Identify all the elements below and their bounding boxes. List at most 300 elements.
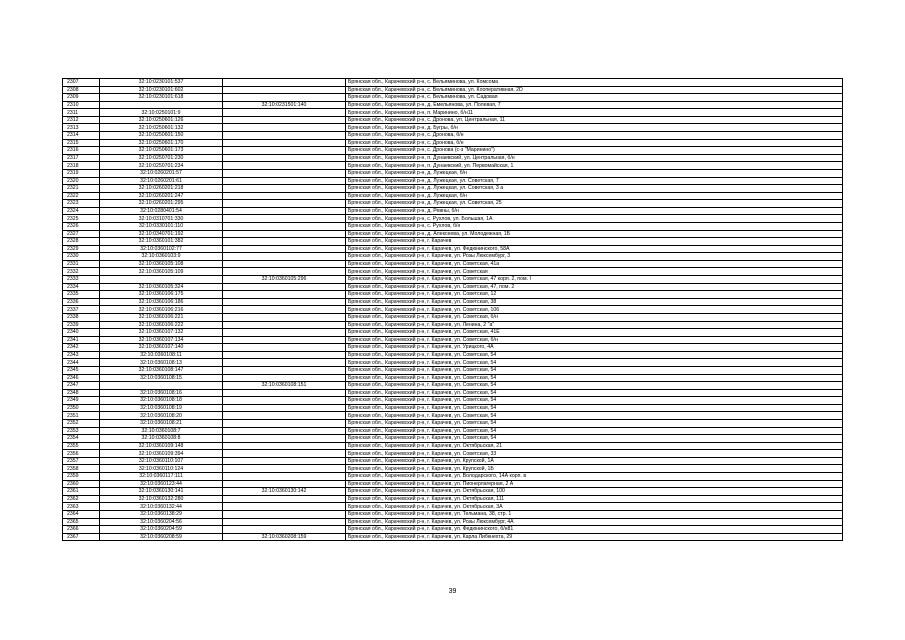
table-row (63, 207, 843, 215)
table-row (63, 116, 843, 124)
row-number-cell: 2360 (63, 480, 100, 488)
address-cell: Брянская обл., Карачевский р-н, г. Карачев, ул. Советская, 54 (346, 404, 843, 412)
address-cell: Брянская обл., Карачевский р-н, г. Карачев, ул. Советская, 33 (346, 450, 843, 458)
cadastral-number-cell: 32:10:0360108:18 (100, 397, 223, 405)
row-number-cell: 2349 (63, 397, 100, 405)
address-cell: Брянская обл., Карачевский р-н, с. Вельяминова, ул. Садовая (346, 94, 843, 102)
address-cell: Брянская обл., Карачевский р-н, с. Дронова, б/н (346, 139, 843, 147)
related-cadastral-number-cell (223, 465, 346, 473)
related-cadastral-number-cell (223, 79, 346, 87)
address-cell: Брянская обл., Карачевский р-н, г. Карачев, ул. Советская, 54 (346, 427, 843, 435)
related-cadastral-number-cell (223, 154, 346, 162)
table-row (63, 139, 843, 147)
table-row (63, 245, 843, 253)
cadastral-number-cell: 32:10:0360105:108 (100, 260, 223, 268)
address-cell: Брянская обл., Карачевский р-н, г. Карачев, ул. Крупской, 1А (346, 457, 843, 465)
table-row (63, 291, 843, 299)
cadastral-number-cell: 32:10:0260201:295 (100, 200, 223, 208)
row-number-cell: 2339 (63, 321, 100, 329)
table-row (63, 329, 843, 337)
cadastral-number-cell (100, 101, 223, 109)
related-cadastral-number-cell (223, 116, 346, 124)
row-number-cell: 2313 (63, 124, 100, 132)
row-number-cell: 2340 (63, 329, 100, 337)
row-number-cell: 2351 (63, 412, 100, 420)
related-cadastral-number-cell (223, 291, 346, 299)
related-cadastral-number-cell (223, 457, 346, 465)
table-row (63, 260, 843, 268)
related-cadastral-number-cell (223, 503, 346, 511)
address-cell: Брянская обл., Карачевский р-н, г. Карачев, ул. Урицкого, 4А (346, 344, 843, 352)
table-row (63, 238, 843, 246)
related-cadastral-number-cell (223, 374, 346, 382)
row-number-cell: 2330 (63, 253, 100, 261)
row-number-cell: 2344 (63, 359, 100, 367)
cadastral-number-cell: 32:10:0360110:107 (100, 457, 223, 465)
cadastral-number-cell: 32:10:0360107:132 (100, 329, 223, 337)
cadastral-number-cell: 32:10:0360109:394 (100, 450, 223, 458)
row-number-cell: 2328 (63, 238, 100, 246)
table-row (63, 86, 843, 94)
table-row (63, 154, 843, 162)
page-number: 39 (448, 588, 457, 595)
table-row (63, 192, 843, 200)
related-cadastral-number-cell (223, 298, 346, 306)
address-cell: Брянская обл., Карачевский р-н, г. Карачев, ул. Федюнинского, б/н81 (346, 526, 843, 534)
related-cadastral-number-cell: 32:10:0360130:142 (223, 488, 346, 496)
row-number-cell: 2334 (63, 283, 100, 291)
table-row (63, 533, 843, 541)
cadastral-number-cell: 32:10:0250601:132 (100, 124, 223, 132)
address-cell: Брянская обл., Карачевский р-н, г. Карачев, ул. Тельмана, 38, стр. 1 (346, 510, 843, 518)
cadastral-number-cell: 32:10:0250601:170 (100, 139, 223, 147)
related-cadastral-number-cell (223, 306, 346, 314)
address-cell: Брянская обл., Карачевский р-н, г. Карачев, ул. Октябрьская, 111 (346, 495, 843, 503)
row-number-cell: 2362 (63, 495, 100, 503)
row-number-cell: 2335 (63, 291, 100, 299)
table-row (63, 359, 843, 367)
table-row (63, 185, 843, 193)
table-row (63, 397, 843, 405)
related-cadastral-number-cell (223, 321, 346, 329)
row-number-cell: 2325 (63, 215, 100, 223)
row-number-cell: 2327 (63, 230, 100, 238)
cadastral-number-cell (100, 276, 223, 284)
table-row (63, 473, 843, 481)
row-number-cell: 2356 (63, 450, 100, 458)
cadastral-number-cell: 32:10:0360138:29 (100, 510, 223, 518)
address-cell: Брянская обл., Карачевский р-н, г. Карачев, ул. Советская, 54 (346, 389, 843, 397)
related-cadastral-number-cell (223, 283, 346, 291)
related-cadastral-number-cell (223, 427, 346, 435)
address-cell: Брянская обл., Карачевский р-н, д. Алексеева, ул. Молодежная, 1Б (346, 230, 843, 238)
row-number-cell: 2348 (63, 389, 100, 397)
cadastral-number-cell: 32:10:0360108:7 (100, 427, 223, 435)
address-cell: Брянская обл., Карачевский р-н, г. Карачев, ул. Октябрьская, 100 (346, 488, 843, 496)
related-cadastral-number-cell (223, 510, 346, 518)
cadastral-number-cell: 32:10:0340701:192 (100, 230, 223, 238)
table-row (63, 450, 843, 458)
cadastral-number-cell: 32:10:0360108:16 (100, 389, 223, 397)
cadastral-number-cell: 32:10:0250601:173 (100, 147, 223, 155)
cadastral-number-cell: 32:10:0360105:109 (100, 268, 223, 276)
row-number-cell: 2323 (63, 200, 100, 208)
related-cadastral-number-cell (223, 313, 346, 321)
table-row (63, 488, 843, 496)
related-cadastral-number-cell (223, 495, 346, 503)
table-row (63, 526, 843, 534)
related-cadastral-number-cell (223, 366, 346, 374)
table-row (63, 230, 843, 238)
cadastral-number-cell: 32:10:0360123:44 (100, 480, 223, 488)
cadastral-number-cell: 32:10:0360103:9 (100, 253, 223, 261)
cadastral-number-cell: 32:10:0310701:330 (100, 215, 223, 223)
address-cell: Брянская обл., Карачевский р-н, п. Дунаевский, ул. Первомайская, 1 (346, 162, 843, 170)
address-cell: Брянская обл., Карачевский р-н, д. Лужецкая, ул. Советская, 3 а (346, 185, 843, 193)
address-cell: Брянская обл., Карачевский р-н, г. Карачев, ул. Советская, 54 (346, 366, 843, 374)
row-number-cell: 2361 (63, 488, 100, 496)
table-row (63, 404, 843, 412)
related-cadastral-number-cell (223, 139, 346, 147)
table-row (63, 132, 843, 140)
table-row (63, 79, 843, 87)
row-number-cell: 2358 (63, 465, 100, 473)
row-number-cell: 2338 (63, 313, 100, 321)
table-row (63, 124, 843, 132)
row-number-cell: 2318 (63, 162, 100, 170)
row-number-cell: 2332 (63, 268, 100, 276)
related-cadastral-number-cell: 32:10:0360208:159 (223, 533, 346, 541)
row-number-cell: 2329 (63, 245, 100, 253)
table-row (63, 169, 843, 177)
address-cell: Брянская обл., Карачевский р-н, г. Карачев, ул. Советская, 54 (346, 382, 843, 390)
row-number-cell: 2308 (63, 86, 100, 94)
cadastral-number-cell: 32:10:0250701:230 (100, 154, 223, 162)
related-cadastral-number-cell (223, 450, 346, 458)
table-row (63, 306, 843, 314)
address-cell: Брянская обл., Карачевский р-н, с. Рухлов, ул. Большая, 1А (346, 215, 843, 223)
related-cadastral-number-cell (223, 389, 346, 397)
row-number-cell: 2317 (63, 154, 100, 162)
address-cell: Брянская обл., Карачевский р-н, д. Бугры, б/н (346, 124, 843, 132)
row-number-cell: 2341 (63, 336, 100, 344)
address-cell: Брянская обл., Карачевский р-н, г. Карачев, ул. Карла Либкнехта, 29 (346, 533, 843, 541)
cadastral-number-cell: 32:10:0360107:134 (100, 336, 223, 344)
table-row (63, 268, 843, 276)
row-number-cell: 2350 (63, 404, 100, 412)
address-cell: Брянская обл., Карачевский р-н, г. Карачев, ул. Октябрьская, 3А (346, 503, 843, 511)
cadastral-number-cell: 32:10:0250601:126 (100, 116, 223, 124)
related-cadastral-number-cell (223, 177, 346, 185)
cadastral-number-cell: 32:10:0260201:61 (100, 177, 223, 185)
row-number-cell: 2363 (63, 503, 100, 511)
related-cadastral-number-cell (223, 207, 346, 215)
address-cell: Брянская обл., Карачевский р-н, г. Карачев, ул. Володарского, 14А корп. в (346, 473, 843, 481)
row-number-cell: 2321 (63, 185, 100, 193)
related-cadastral-number-cell (223, 253, 346, 261)
table-row (63, 313, 843, 321)
related-cadastral-number-cell (223, 245, 346, 253)
cadastral-number-cell: 32:10:0360108:21 (100, 420, 223, 428)
address-cell: Брянская обл., Карачевский р-н, д. Ревны, б/н (346, 207, 843, 215)
cadastral-number-cell: 32:10:0250701:234 (100, 162, 223, 170)
address-cell: Брянская обл., Карачевский р-н, г. Карачев, ул. Крупской, 1Б (346, 465, 843, 473)
row-number-cell: 2364 (63, 510, 100, 518)
related-cadastral-number-cell: 32:10:0360108:151 (223, 382, 346, 390)
row-number-cell: 2359 (63, 473, 100, 481)
cadastral-number-cell: 32:10:0360117:111 (100, 473, 223, 481)
cadastral-number-cell: 32:10:0260201:247 (100, 192, 223, 200)
address-cell: Брянская обл., Карачевский р-н, д. Лужецкая, ул. Советская, 7 (346, 177, 843, 185)
cadastral-number-cell: 32:10:0360105:324 (100, 283, 223, 291)
table-row (63, 420, 843, 428)
row-number-cell: 2326 (63, 222, 100, 230)
cadastral-number-cell: 32:10:0250101:9 (100, 109, 223, 117)
related-cadastral-number-cell (223, 162, 346, 170)
registry-table (62, 78, 843, 541)
cadastral-number-cell: 32:10:0360108:20 (100, 412, 223, 420)
table-row (63, 495, 843, 503)
cadastral-number-cell: 32:10:0360108:147 (100, 366, 223, 374)
row-number-cell: 2366 (63, 526, 100, 534)
address-cell: Брянская обл., Карачевский р-н, п. Дунаевский, ул. Центральная, б/н (346, 154, 843, 162)
related-cadastral-number-cell (223, 200, 346, 208)
table-row (63, 435, 843, 443)
row-number-cell: 2337 (63, 306, 100, 314)
table-row (63, 200, 843, 208)
address-cell: Брянская обл., Карачевский р-н, г. Карачев, ул. Советская, 54 (346, 374, 843, 382)
related-cadastral-number-cell (223, 351, 346, 359)
row-number-cell: 2307 (63, 79, 100, 87)
registry-table-body (63, 79, 843, 541)
table-row (63, 389, 843, 397)
related-cadastral-number-cell (223, 230, 346, 238)
table-row (63, 366, 843, 374)
row-number-cell: 2336 (63, 298, 100, 306)
table-row (63, 480, 843, 488)
related-cadastral-number-cell (223, 404, 346, 412)
address-cell: Брянская обл., Карачевский р-н, с. Вельяминова, ул. Комсома (346, 79, 843, 87)
related-cadastral-number-cell: 32:10:0231501:140 (223, 101, 346, 109)
cadastral-number-cell: 32:10:0360108:8 (100, 435, 223, 443)
address-cell: Брянская обл., Карачевский р-н, г. Карачев, ул. Советская, 54 (346, 359, 843, 367)
address-cell: Брянская обл., Карачевский р-н, г. Карачев, ул. Советская, 47 корп. 2, пом. I (346, 276, 843, 284)
cadastral-number-cell: 32:10:0360108:19 (100, 404, 223, 412)
row-number-cell: 2324 (63, 207, 100, 215)
related-cadastral-number-cell: 32:10:0360105:296 (223, 276, 346, 284)
row-number-cell: 2343 (63, 351, 100, 359)
address-cell: Брянская обл., Карачевский р-н, г. Карачев, ул. Советская (346, 268, 843, 276)
row-number-cell: 2311 (63, 109, 100, 117)
table-row (63, 503, 843, 511)
cadastral-number-cell: 32:10:0360132:44 (100, 503, 223, 511)
cadastral-number-cell: 32:10:0230101:602 (100, 86, 223, 94)
cadastral-number-cell: 32:10:0260201:57 (100, 169, 223, 177)
address-cell: Брянская обл., Карачевский р-н, с. Дронова, б/н (346, 132, 843, 140)
table-row (63, 412, 843, 420)
table-row (63, 518, 843, 526)
row-number-cell: 2357 (63, 457, 100, 465)
cadastral-number-cell: 32:10:0360108:13 (100, 359, 223, 367)
row-number-cell: 2314 (63, 132, 100, 140)
address-cell: Брянская обл., Карачевский р-н, г. Карачев, ул. Федюнинского, 58А (346, 245, 843, 253)
related-cadastral-number-cell (223, 192, 346, 200)
related-cadastral-number-cell (223, 268, 346, 276)
related-cadastral-number-cell (223, 222, 346, 230)
cadastral-number-cell: 32:10:0230101:618 (100, 94, 223, 102)
cadastral-number-cell: 32:10:0360106:221 (100, 313, 223, 321)
table-row (63, 101, 843, 109)
related-cadastral-number-cell (223, 435, 346, 443)
related-cadastral-number-cell (223, 480, 346, 488)
cadastral-number-cell: 32:10:0360132:280 (100, 495, 223, 503)
related-cadastral-number-cell (223, 109, 346, 117)
cadastral-number-cell: 32:10:0360107:140 (100, 344, 223, 352)
cadastral-number-cell: 32:10:0360106:186 (100, 298, 223, 306)
row-number-cell: 2367 (63, 533, 100, 541)
row-number-cell: 2355 (63, 442, 100, 450)
cadastral-number-cell: 32:10:0260201:218 (100, 185, 223, 193)
address-cell: Брянская обл., Карачевский р-н, г. Карачев, ул. Советская, 38 (346, 298, 843, 306)
related-cadastral-number-cell (223, 86, 346, 94)
cadastral-number-cell: 32:10:0330101:110 (100, 222, 223, 230)
table-row (63, 344, 843, 352)
table-row (63, 457, 843, 465)
row-number-cell: 2353 (63, 427, 100, 435)
address-cell: Брянская обл., Карачевский р-н, г. Карачев, ул. Советская, 54 (346, 351, 843, 359)
address-cell: Брянская обл., Карачевский р-н, д. Лужецкая, б/н (346, 192, 843, 200)
address-cell: Брянская обл., Карачевский р-н, с. Вельяминова, ул. Кооперативная, 2D (346, 86, 843, 94)
row-number-cell: 2346 (63, 374, 100, 382)
row-number-cell: 2319 (63, 169, 100, 177)
address-cell: Брянская обл., Карачевский р-н, п. Маринино, б/н11 (346, 109, 843, 117)
address-cell: Брянская обл., Карачевский р-н, г. Карачев, ул. Ленина, 2 "а" (346, 321, 843, 329)
row-number-cell: 2352 (63, 420, 100, 428)
row-number-cell: 2322 (63, 192, 100, 200)
address-cell: Брянская обл., Карачевский р-н, г. Карачев, ул. Октябрьская, 21 (346, 442, 843, 450)
cadastral-number-cell: 32:10:0360110:124 (100, 465, 223, 473)
address-cell: Брянская обл., Карачевский р-н, д. Лужецкая, б/н (346, 169, 843, 177)
row-number-cell: 2345 (63, 366, 100, 374)
cadastral-number-cell: 32:10:0360102:77 (100, 245, 223, 253)
row-number-cell: 2365 (63, 518, 100, 526)
related-cadastral-number-cell (223, 526, 346, 534)
table-row (63, 382, 843, 390)
related-cadastral-number-cell (223, 215, 346, 223)
address-cell: Брянская обл., Карачевский р-н, г. Карачев, ул. Советская, 54 (346, 435, 843, 443)
address-cell: Брянская обл., Карачевский р-н, г. Карачев, ул. Советская, б/н (346, 313, 843, 321)
address-cell: Брянская обл., Карачевский р-н, г. Карачев, ул. Советская, 54 (346, 412, 843, 420)
cadastral-number-cell: 32:10:0360106:216 (100, 306, 223, 314)
table-row (63, 222, 843, 230)
cadastral-number-cell: 32:10:0360204:59 (100, 526, 223, 534)
table-row (63, 147, 843, 155)
address-cell: Брянская обл., Карачевский р-н, г. Карачев, ул. Советская, 41а (346, 260, 843, 268)
cadastral-number-cell: 32:10:0360106:222 (100, 321, 223, 329)
cadastral-number-cell: 32:10:0360130:141 (100, 488, 223, 496)
address-cell: Брянская обл., Карачевский р-н, г. Карачев, ул. Советская, 41Е (346, 329, 843, 337)
related-cadastral-number-cell (223, 329, 346, 337)
address-cell: Брянская обл., Карачевский р-н, г. Карачев, ул. Советская, 54 (346, 397, 843, 405)
cadastral-number-cell: 32:10:0360208:59 (100, 533, 223, 541)
cadastral-number-cell: 32:10:0360106:175 (100, 291, 223, 299)
related-cadastral-number-cell (223, 442, 346, 450)
cadastral-number-cell: 32:10:0360109:148 (100, 442, 223, 450)
address-cell: Брянская обл., Карачевский р-н, г. Карачев, ул. Советская, 47, пом. 2 (346, 283, 843, 291)
table-row (63, 162, 843, 170)
related-cadastral-number-cell (223, 238, 346, 246)
row-number-cell: 2312 (63, 116, 100, 124)
row-number-cell: 2331 (63, 260, 100, 268)
address-cell: Брянская обл., Карачевский р-н, г. Карачев, ул. Советская, 12 (346, 291, 843, 299)
address-cell: Брянская обл., Карачевский р-н, с. Дронова (с-з "Маринино") (346, 147, 843, 155)
cadastral-number-cell: 32:10:0360108:15 (100, 374, 223, 382)
row-number-cell: 2309 (63, 94, 100, 102)
related-cadastral-number-cell (223, 260, 346, 268)
address-cell: Брянская обл., Карачевский р-н, с. Дронова, ул. Центральная, 11 (346, 116, 843, 124)
address-cell: Брянская обл., Карачевский р-н, г. Карачев, ул. Пионерлагерная, 2 А (346, 480, 843, 488)
address-cell: Брянская обл., Карачевский р-н, г. Карачев (346, 238, 843, 246)
table-row (63, 442, 843, 450)
row-number-cell: 2347 (63, 382, 100, 390)
table-row (63, 109, 843, 117)
table-row (63, 298, 843, 306)
cadastral-number-cell: 32:10:0360204:56 (100, 518, 223, 526)
row-number-cell: 2320 (63, 177, 100, 185)
table-row (63, 94, 843, 102)
cadastral-number-cell: 32:10:0250601:150 (100, 132, 223, 140)
row-number-cell: 2315 (63, 139, 100, 147)
cadastral-number-cell: 32:10:0360108:11 (100, 351, 223, 359)
registry-table-container (62, 78, 842, 541)
related-cadastral-number-cell (223, 420, 346, 428)
table-row (63, 336, 843, 344)
table-row (63, 177, 843, 185)
address-cell: Брянская обл., Карачевский р-н, г. Карачев, ул. Розы Люксембург, 4А (346, 518, 843, 526)
address-cell: Брянская обл., Карачевский р-н, г. Карачев, ул. Розы Люксембург, 3 (346, 253, 843, 261)
address-cell: Брянская обл., Карачевский р-н, г. Карачев, ул. Советская, 54 (346, 420, 843, 428)
cadastral-number-cell: 32:10:0230101:537 (100, 79, 223, 87)
table-row (63, 321, 843, 329)
related-cadastral-number-cell (223, 359, 346, 367)
related-cadastral-number-cell (223, 124, 346, 132)
cadastral-number-cell (100, 382, 223, 390)
cadastral-number-cell: 32:10:0360101:382 (100, 238, 223, 246)
cadastral-number-cell: 32:10:0280401:54 (100, 207, 223, 215)
table-row (63, 427, 843, 435)
row-number-cell: 2354 (63, 435, 100, 443)
address-cell: Брянская обл., Карачевский р-н, г. Карачев, ул. Советская, 106 (346, 306, 843, 314)
table-row (63, 510, 843, 518)
table-row (63, 215, 843, 223)
table-row (63, 374, 843, 382)
table-row (63, 465, 843, 473)
address-cell: Брянская обл., Карачевский р-н, д. Емельянова, ул. Полевая, 7 (346, 101, 843, 109)
table-row (63, 253, 843, 261)
related-cadastral-number-cell (223, 132, 346, 140)
related-cadastral-number-cell (223, 185, 346, 193)
row-number-cell: 2333 (63, 276, 100, 284)
row-number-cell: 2342 (63, 344, 100, 352)
row-number-cell: 2310 (63, 101, 100, 109)
related-cadastral-number-cell (223, 344, 346, 352)
table-row (63, 283, 843, 291)
related-cadastral-number-cell (223, 473, 346, 481)
related-cadastral-number-cell (223, 147, 346, 155)
related-cadastral-number-cell (223, 518, 346, 526)
related-cadastral-number-cell (223, 94, 346, 102)
address-cell: Брянская обл., Карачевский р-н, г. Карачев, ул. Советская, б/н (346, 336, 843, 344)
